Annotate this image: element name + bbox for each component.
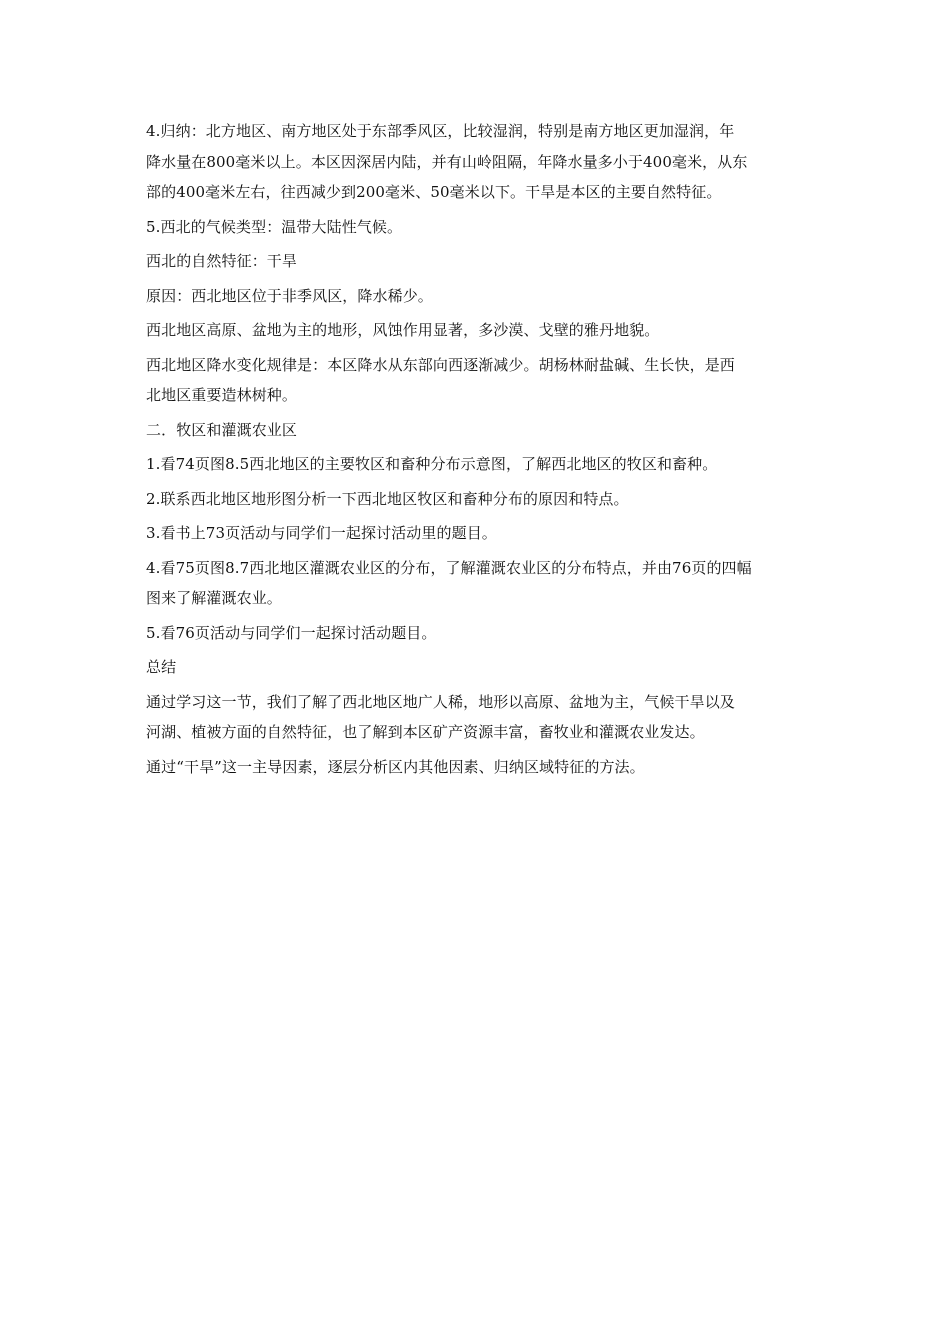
- paragraph-natural-feature: [146, 246, 812, 277]
- paragraph-item-1: [146, 449, 812, 480]
- text-line: 5.看76页活动与同学们一起探讨活动题目。: [146, 623, 437, 642]
- text-line: 西北地区高原、盆地为主的地形，风蚀作用显著，多沙漠、戈壁的雅丹地貌。: [146, 321, 660, 339]
- text-line: 5.西北的气候类型：温带大陆性气候。: [146, 217, 403, 236]
- text-line: 1.看74页图8.5西北地区的主要牧区和畜种分布示意图，了解西北地区的牧区和畜种。: [146, 455, 718, 473]
- text-line: 北地区重要造林树种。: [146, 386, 298, 404]
- text-line: 西北的自然特征：干旱: [146, 252, 298, 270]
- paragraph-item-5: [146, 618, 812, 649]
- paragraph-method: [146, 752, 812, 783]
- text-line: 通过学习这一节，我们了解了西北地区地广人稀，地形以高原、盆地为主，气候干旱以及: [146, 692, 735, 711]
- text-line: 2.联系西北地区地形图分析一下西北地区牧区和畜种分布的原因和特点。: [146, 489, 629, 508]
- paragraph-summary-body: [146, 687, 812, 748]
- paragraph-reason: [146, 281, 812, 312]
- text-line: 二．牧区和灌溉农业区: [146, 420, 298, 439]
- text-line: 4.归纳：北方地区、南方地区处于东部季风区，比较湿润，特别是南方地区更加湿润，年: [146, 122, 735, 140]
- text-line: 通过“干旱”这一主导因素，逐层分析区内其他因素、归纳区域特征的方法。: [146, 757, 645, 776]
- paragraph-precipitation-pattern: [146, 350, 812, 411]
- paragraph-climate-type: [146, 212, 812, 243]
- paragraph-summary-climate: [146, 116, 812, 208]
- text-line: 图来了解灌溉农业。: [146, 589, 282, 607]
- text-line: 总结: [146, 658, 177, 676]
- text-line: 3.看书上73页活动与同学们一起探讨活动里的题目。: [146, 524, 497, 542]
- section-heading-pasture-irrigation: [146, 415, 812, 446]
- text-line: 河湖、植被方面的自然特征，也了解到本区矿产资源丰富，畜牧业和灌溉农业发达。: [146, 723, 705, 741]
- text-line: 西北地区降水变化规律是：本区降水从东部向西逐渐减少。胡杨林耐盐碱、生长快，是西: [146, 355, 735, 374]
- text-line: 降水量在800毫米以上。本区因深居内陆，并有山岭阻隔，年降水量多小于400毫米，从东: [146, 152, 748, 171]
- paragraph-terrain: [146, 315, 812, 346]
- text-line: 部的400毫米左右，往西减少到200毫米、50毫米以下。干旱是本区的主要自然特征。: [146, 183, 722, 201]
- paragraph-item-2: [146, 484, 812, 515]
- text-line: 原因：西北地区位于非季风区，降水稀少。: [146, 286, 433, 305]
- text-line: 4.看75页图8.7西北地区灌溉农业区的分布，了解灌溉农业区的分布特点，并由76页的四幅: [146, 558, 752, 577]
- heading-summary: [146, 652, 812, 683]
- paragraph-item-4: [146, 553, 812, 614]
- paragraph-item-3: [146, 518, 812, 549]
- document-page: [146, 116, 812, 786]
